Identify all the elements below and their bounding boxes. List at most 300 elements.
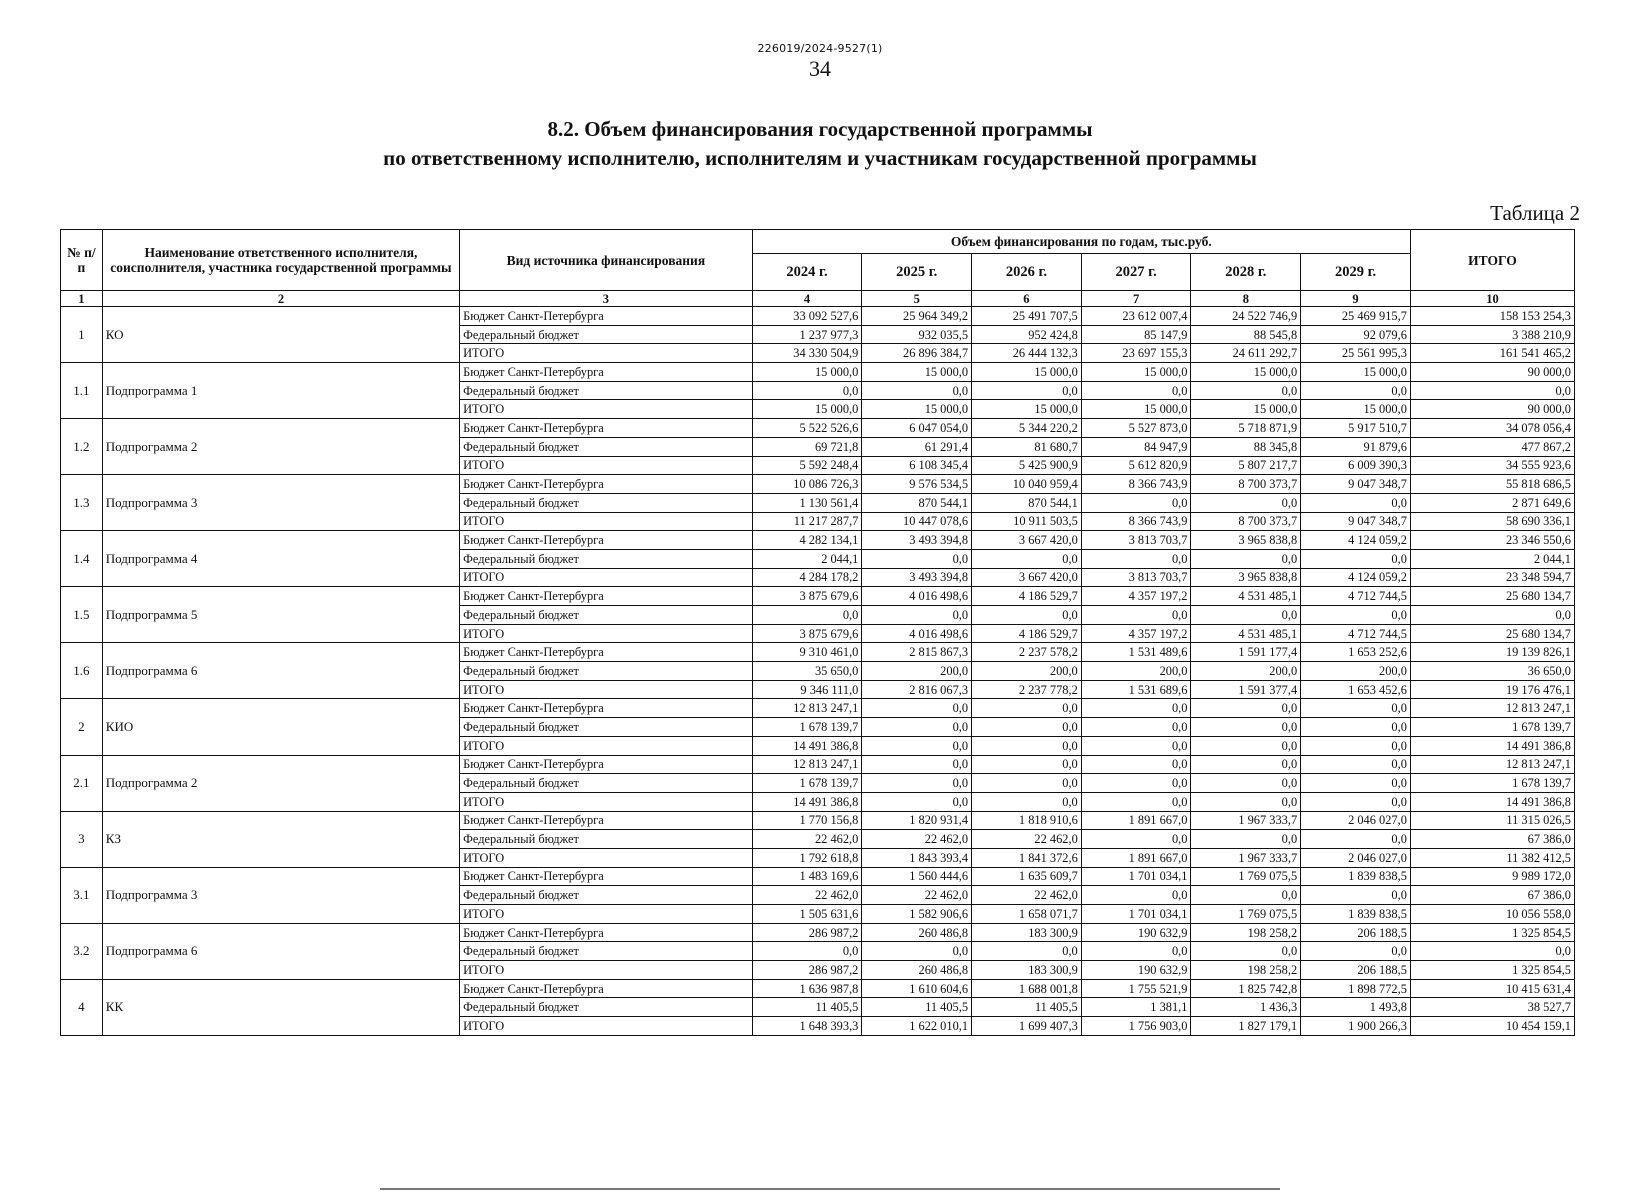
year-value: 2 237 578,2 (972, 643, 1082, 662)
year-value: 4 186 529,7 (972, 624, 1082, 643)
table-row (61, 307, 1575, 326)
year-value: 0,0 (1191, 942, 1301, 961)
year-value: 1 582 906,6 (862, 905, 972, 924)
total-value: 14 491 386,8 (1410, 736, 1574, 755)
total-value: 3 388 210,9 (1410, 325, 1574, 344)
year-value: 23 697 155,3 (1081, 344, 1191, 363)
total-value: 2 871 649,6 (1410, 493, 1574, 512)
year-value: 15 000,0 (1301, 400, 1411, 419)
funding-source: Федеральный бюджет (460, 493, 753, 512)
year-value: 0,0 (972, 774, 1082, 793)
year-value: 14 491 386,8 (752, 736, 862, 755)
year-value: 0,0 (1191, 549, 1301, 568)
funding-source: Федеральный бюджет (460, 942, 753, 961)
year-value: 260 486,8 (862, 961, 972, 980)
year-value: 12 813 247,1 (752, 755, 862, 774)
year-value: 15 000,0 (1191, 400, 1301, 419)
executor-name: Подпрограмма 3 (102, 475, 459, 531)
year-value: 0,0 (862, 755, 972, 774)
year-value: 0,0 (972, 755, 1082, 774)
total-value: 477 867,2 (1410, 437, 1574, 456)
section-title-line-1: 8.2. Объем финансирования государственной программы (547, 117, 1093, 141)
year-value: 5 527 873,0 (1081, 419, 1191, 438)
year-value: 1 381,1 (1081, 998, 1191, 1017)
funding-source: Бюджет Санкт-Петербурга (460, 363, 753, 382)
year-value: 1 436,3 (1191, 998, 1301, 1017)
year-value: 1 653 252,6 (1301, 643, 1411, 662)
executor-name: Подпрограмма 2 (102, 419, 459, 475)
total-value: 38 527,7 (1410, 998, 1574, 1017)
executor-name: Подпрограмма 3 (102, 867, 459, 923)
bottom-divider (380, 1188, 1280, 1190)
year-value: 3 875 679,6 (752, 587, 862, 606)
year-value: 1 610 604,6 (862, 979, 972, 998)
row-number: 3.1 (61, 867, 103, 923)
year-value: 0,0 (1081, 493, 1191, 512)
year-value: 0,0 (862, 381, 972, 400)
funding-source: Бюджет Санкт-Петербурга (460, 979, 753, 998)
year-value: 183 300,9 (972, 923, 1082, 942)
year-value: 5 718 871,9 (1191, 419, 1301, 438)
funding-source: Федеральный бюджет (460, 437, 753, 456)
year-value: 0,0 (1191, 736, 1301, 755)
year-value: 23 612 007,4 (1081, 307, 1191, 326)
row-number: 1.6 (61, 643, 103, 699)
column-number: 5 (862, 291, 972, 307)
year-value: 11 405,5 (752, 998, 862, 1017)
year-value: 0,0 (862, 774, 972, 793)
year-value: 0,0 (1081, 886, 1191, 905)
year-value: 1 531 489,6 (1081, 643, 1191, 662)
year-value: 0,0 (1191, 830, 1301, 849)
total-value: 2 044,1 (1410, 549, 1574, 568)
funding-source: ИТОГО (460, 905, 753, 924)
year-value: 4 016 498,6 (862, 587, 972, 606)
year-value: 85 147,9 (1081, 325, 1191, 344)
table-row (61, 419, 1575, 438)
page-number: 34 (809, 56, 831, 81)
year-value: 15 000,0 (972, 400, 1082, 419)
year-value: 0,0 (752, 606, 862, 625)
row-number: 4 (61, 979, 103, 1035)
funding-source: Бюджет Санкт-Петербурга (460, 867, 753, 886)
year-value: 4 186 529,7 (972, 587, 1082, 606)
year-value: 9 346 111,0 (752, 680, 862, 699)
year-value: 3 667 420,0 (972, 568, 1082, 587)
year-value: 0,0 (972, 606, 1082, 625)
header-year: 2026 г. (972, 254, 1082, 291)
year-value: 0,0 (1301, 774, 1411, 793)
year-value: 0,0 (862, 718, 972, 737)
year-value: 61 291,4 (862, 437, 972, 456)
table-row (61, 979, 1575, 998)
year-value: 4 712 744,5 (1301, 587, 1411, 606)
year-value: 5 425 900,9 (972, 456, 1082, 475)
year-value: 0,0 (1301, 549, 1411, 568)
year-value: 6 047 054,0 (862, 419, 972, 438)
year-value: 932 035,5 (862, 325, 972, 344)
header-year: 2028 г. (1191, 254, 1301, 291)
table-row (61, 643, 1575, 662)
year-value: 10 086 726,3 (752, 475, 862, 494)
year-value: 1 755 521,9 (1081, 979, 1191, 998)
funding-source: Федеральный бюджет (460, 325, 753, 344)
year-value: 1 591 177,4 (1191, 643, 1301, 662)
year-value: 4 712 744,5 (1301, 624, 1411, 643)
year-value: 1 701 034,1 (1081, 867, 1191, 886)
year-value: 0,0 (1301, 493, 1411, 512)
year-value: 0,0 (862, 606, 972, 625)
year-value: 3 875 679,6 (752, 624, 862, 643)
year-value: 8 366 743,9 (1081, 475, 1191, 494)
total-value: 67 386,0 (1410, 886, 1574, 905)
year-value: 0,0 (972, 792, 1082, 811)
year-value: 0,0 (1301, 886, 1411, 905)
total-value: 10 415 631,4 (1410, 979, 1574, 998)
year-value: 2 237 778,2 (972, 680, 1082, 699)
year-value: 1 839 838,5 (1301, 867, 1411, 886)
year-value: 0,0 (1301, 699, 1411, 718)
year-value: 15 000,0 (862, 363, 972, 382)
funding-source: Федеральный бюджет (460, 662, 753, 681)
total-value: 23 346 550,6 (1410, 531, 1574, 550)
funding-source: Бюджет Санкт-Петербурга (460, 699, 753, 718)
row-number: 2.1 (61, 755, 103, 811)
year-value: 0,0 (972, 381, 1082, 400)
year-value: 3 667 420,0 (972, 531, 1082, 550)
year-value: 0,0 (1081, 830, 1191, 849)
year-value: 0,0 (862, 699, 972, 718)
year-value: 1 825 742,8 (1191, 979, 1301, 998)
year-value: 25 469 915,7 (1301, 307, 1411, 326)
funding-source: Федеральный бюджет (460, 774, 753, 793)
year-value: 1 653 452,6 (1301, 680, 1411, 699)
year-value: 4 357 197,2 (1081, 587, 1191, 606)
row-number: 1.3 (61, 475, 103, 531)
total-value: 14 491 386,8 (1410, 792, 1574, 811)
year-value: 4 531 485,1 (1191, 624, 1301, 643)
total-value: 11 315 026,5 (1410, 811, 1574, 830)
year-value: 88 345,8 (1191, 437, 1301, 456)
row-number: 1.5 (61, 587, 103, 643)
year-value: 3 813 703,7 (1081, 568, 1191, 587)
funding-source: ИТОГО (460, 961, 753, 980)
total-value: 25 680 134,7 (1410, 624, 1574, 643)
year-value: 870 544,1 (862, 493, 972, 512)
year-value: 4 282 134,1 (752, 531, 862, 550)
year-value: 260 486,8 (862, 923, 972, 942)
year-value: 0,0 (1301, 830, 1411, 849)
year-value: 15 000,0 (1301, 363, 1411, 382)
funding-source: Бюджет Санкт-Петербурга (460, 923, 753, 942)
table-row (61, 755, 1575, 774)
funding-source: ИТОГО (460, 1017, 753, 1036)
total-value: 0,0 (1410, 606, 1574, 625)
year-value: 22 462,0 (752, 886, 862, 905)
year-value: 200,0 (862, 662, 972, 681)
year-value: 190 632,9 (1081, 923, 1191, 942)
executor-name: Подпрограмма 1 (102, 363, 459, 419)
year-value: 286 987,2 (752, 923, 862, 942)
executor-name: КЗ (102, 811, 459, 867)
year-value: 15 000,0 (752, 363, 862, 382)
year-value: 1 770 156,8 (752, 811, 862, 830)
executor-name: Подпрограмма 5 (102, 587, 459, 643)
funding-source: Федеральный бюджет (460, 549, 753, 568)
total-value: 0,0 (1410, 942, 1574, 961)
column-numbers-row (61, 291, 1575, 307)
funding-source: ИТОГО (460, 736, 753, 755)
year-value: 0,0 (1081, 774, 1191, 793)
year-value: 1 493,8 (1301, 998, 1411, 1017)
year-value: 0,0 (1301, 755, 1411, 774)
year-value: 25 561 995,3 (1301, 344, 1411, 363)
table-label: Таблица 2 (1490, 201, 1580, 225)
year-value: 22 462,0 (752, 830, 862, 849)
year-value: 0,0 (1191, 886, 1301, 905)
year-value: 870 544,1 (972, 493, 1082, 512)
year-value: 84 947,9 (1081, 437, 1191, 456)
year-value: 0,0 (752, 942, 862, 961)
funding-source: Бюджет Санкт-Петербурга (460, 475, 753, 494)
year-value: 0,0 (1301, 736, 1411, 755)
year-value: 10 911 503,5 (972, 512, 1082, 531)
year-value: 0,0 (1191, 493, 1301, 512)
year-value: 1 820 931,4 (862, 811, 972, 830)
year-value: 0,0 (972, 942, 1082, 961)
header-year: 2029 г. (1301, 254, 1411, 291)
funding-source: Федеральный бюджет (460, 998, 753, 1017)
year-value: 81 680,7 (972, 437, 1082, 456)
funding-source: ИТОГО (460, 400, 753, 419)
year-value: 15 000,0 (972, 363, 1082, 382)
year-value: 12 813 247,1 (752, 699, 862, 718)
year-value: 1 531 689,6 (1081, 680, 1191, 699)
year-value: 200,0 (1301, 662, 1411, 681)
year-value: 25 964 349,2 (862, 307, 972, 326)
total-value: 0,0 (1410, 381, 1574, 400)
column-number: 10 (1410, 291, 1574, 307)
year-value: 190 632,9 (1081, 961, 1191, 980)
year-value: 0,0 (972, 549, 1082, 568)
year-value: 1 841 372,6 (972, 848, 1082, 867)
header-year: 2025 г. (862, 254, 972, 291)
table-row (61, 699, 1575, 718)
funding-source: Федеральный бюджет (460, 830, 753, 849)
funding-source: Бюджет Санкт-Петербурга (460, 755, 753, 774)
funding-source: ИТОГО (460, 568, 753, 587)
year-value: 26 444 132,3 (972, 344, 1082, 363)
total-value: 36 650,0 (1410, 662, 1574, 681)
year-value: 69 721,8 (752, 437, 862, 456)
column-number: 4 (752, 291, 862, 307)
funding-source: ИТОГО (460, 456, 753, 475)
funding-source: Бюджет Санкт-Петербурга (460, 643, 753, 662)
year-value: 0,0 (972, 699, 1082, 718)
year-value: 0,0 (862, 792, 972, 811)
year-value: 14 491 386,8 (752, 792, 862, 811)
row-number: 2 (61, 699, 103, 755)
total-value: 25 680 134,7 (1410, 587, 1574, 606)
year-value: 1 635 609,7 (972, 867, 1082, 886)
year-value: 206 188,5 (1301, 923, 1411, 942)
row-number: 1.2 (61, 419, 103, 475)
year-value: 1 839 838,5 (1301, 905, 1411, 924)
table-body (61, 307, 1575, 1036)
year-value: 0,0 (1191, 755, 1301, 774)
executor-name: КО (102, 307, 459, 363)
year-value: 4 016 498,6 (862, 624, 972, 643)
total-value: 19 176 476,1 (1410, 680, 1574, 699)
year-value: 0,0 (1301, 718, 1411, 737)
year-value: 206 188,5 (1301, 961, 1411, 980)
funding-source: Федеральный бюджет (460, 381, 753, 400)
year-value: 34 330 504,9 (752, 344, 862, 363)
year-value: 4 531 485,1 (1191, 587, 1301, 606)
year-value: 15 000,0 (1081, 400, 1191, 419)
total-value: 9 989 172,0 (1410, 867, 1574, 886)
section-title-line-2: по ответственному исполнителю, исполнителям и участникам государственной программы (383, 146, 1257, 170)
document-registration-number: 226019/2024-9527(1) (757, 42, 883, 55)
year-value: 200,0 (1081, 662, 1191, 681)
year-value: 1 237 977,3 (752, 325, 862, 344)
table-row (61, 531, 1575, 550)
header-source: Вид источника финансирования (460, 230, 753, 291)
total-value: 19 139 826,1 (1410, 643, 1574, 662)
year-value: 1 898 772,5 (1301, 979, 1411, 998)
funding-source: Федеральный бюджет (460, 606, 753, 625)
year-value: 15 000,0 (1081, 363, 1191, 382)
total-value: 161 541 465,2 (1410, 344, 1574, 363)
header-year: 2024 г. (752, 254, 862, 291)
year-value: 9 576 534,5 (862, 475, 972, 494)
year-value: 9 047 348,7 (1301, 475, 1411, 494)
executor-name: Подпрограмма 2 (102, 755, 459, 811)
column-number: 6 (972, 291, 1082, 307)
funding-source: Бюджет Санкт-Петербурга (460, 531, 753, 550)
header-year: 2027 г. (1081, 254, 1191, 291)
year-value: 1 130 561,4 (752, 493, 862, 512)
total-value: 34 078 056,4 (1410, 419, 1574, 438)
table-row (61, 923, 1575, 942)
total-value: 90 000,0 (1410, 363, 1574, 382)
year-value: 10 040 959,4 (972, 475, 1082, 494)
year-value: 1 827 179,1 (1191, 1017, 1301, 1036)
total-value: 10 454 159,1 (1410, 1017, 1574, 1036)
funding-source: ИТОГО (460, 848, 753, 867)
year-value: 1 701 034,1 (1081, 905, 1191, 924)
year-value: 0,0 (1301, 942, 1411, 961)
year-value: 0,0 (1081, 549, 1191, 568)
year-value: 6 009 390,3 (1301, 456, 1411, 475)
total-value: 12 813 247,1 (1410, 755, 1574, 774)
year-value: 1 967 333,7 (1191, 848, 1301, 867)
year-value: 0,0 (1301, 381, 1411, 400)
year-value: 0,0 (752, 381, 862, 400)
year-value: 15 000,0 (1191, 363, 1301, 382)
year-value: 0,0 (1191, 774, 1301, 793)
year-value: 5 344 220,2 (972, 419, 1082, 438)
year-value: 1 900 266,3 (1301, 1017, 1411, 1036)
year-value: 3 493 394,8 (862, 531, 972, 550)
year-value: 22 462,0 (972, 886, 1082, 905)
year-value: 2 816 067,3 (862, 680, 972, 699)
year-value: 1 769 075,5 (1191, 867, 1301, 886)
column-number: 9 (1301, 291, 1411, 307)
year-value: 1 591 377,4 (1191, 680, 1301, 699)
year-value: 9 047 348,7 (1301, 512, 1411, 531)
year-value: 9 310 461,0 (752, 643, 862, 662)
year-value: 25 491 707,5 (972, 307, 1082, 326)
year-value: 3 965 838,8 (1191, 531, 1301, 550)
year-value: 91 879,6 (1301, 437, 1411, 456)
column-number: 7 (1081, 291, 1191, 307)
year-value: 2 046 027,0 (1301, 811, 1411, 830)
year-value: 92 079,6 (1301, 325, 1411, 344)
year-value: 11 405,5 (972, 998, 1082, 1017)
funding-source: Федеральный бюджет (460, 718, 753, 737)
funding-source: Бюджет Санкт-Петербурга (460, 587, 753, 606)
table-row (61, 587, 1575, 606)
year-value: 5 917 510,7 (1301, 419, 1411, 438)
total-value: 10 056 558,0 (1410, 905, 1574, 924)
column-number: 3 (460, 291, 753, 307)
year-value: 0,0 (1191, 699, 1301, 718)
row-number: 1.4 (61, 531, 103, 587)
year-value: 1 756 903,0 (1081, 1017, 1191, 1036)
financing-table (60, 229, 1575, 1036)
total-value: 1 678 139,7 (1410, 718, 1574, 737)
year-value: 200,0 (972, 662, 1082, 681)
executor-name: КИО (102, 699, 459, 755)
total-value: 1 678 139,7 (1410, 774, 1574, 793)
year-value: 0,0 (1081, 792, 1191, 811)
year-value: 4 124 059,2 (1301, 531, 1411, 550)
year-value: 5 612 820,9 (1081, 456, 1191, 475)
total-value: 67 386,0 (1410, 830, 1574, 849)
executor-name: Подпрограмма 4 (102, 531, 459, 587)
year-value: 3 813 703,7 (1081, 531, 1191, 550)
executor-name: Подпрограмма 6 (102, 923, 459, 979)
funding-source: ИТОГО (460, 792, 753, 811)
year-value: 1 678 139,7 (752, 718, 862, 737)
year-value: 0,0 (972, 718, 1082, 737)
total-value: 158 153 254,3 (1410, 307, 1574, 326)
year-value: 0,0 (1081, 718, 1191, 737)
year-value: 0,0 (1191, 718, 1301, 737)
year-value: 1 648 393,3 (752, 1017, 862, 1036)
year-value: 0,0 (1301, 606, 1411, 625)
year-value: 24 522 746,9 (1191, 307, 1301, 326)
year-value: 1 769 075,5 (1191, 905, 1301, 924)
column-number: 8 (1191, 291, 1301, 307)
funding-source: ИТОГО (460, 680, 753, 699)
total-value: 12 813 247,1 (1410, 699, 1574, 718)
year-value: 3 493 394,8 (862, 568, 972, 587)
year-value: 198 258,2 (1191, 923, 1301, 942)
funding-source: Бюджет Санкт-Петербурга (460, 307, 753, 326)
funding-source: Бюджет Санкт-Петербурга (460, 419, 753, 438)
year-value: 1 699 407,3 (972, 1017, 1082, 1036)
column-number: 2 (102, 291, 459, 307)
row-number: 3 (61, 811, 103, 867)
year-value: 6 108 345,4 (862, 456, 972, 475)
year-value: 1 967 333,7 (1191, 811, 1301, 830)
year-value: 1 483 169,6 (752, 867, 862, 886)
year-value: 0,0 (862, 736, 972, 755)
total-value: 58 690 336,1 (1410, 512, 1574, 531)
year-value: 0,0 (1081, 736, 1191, 755)
